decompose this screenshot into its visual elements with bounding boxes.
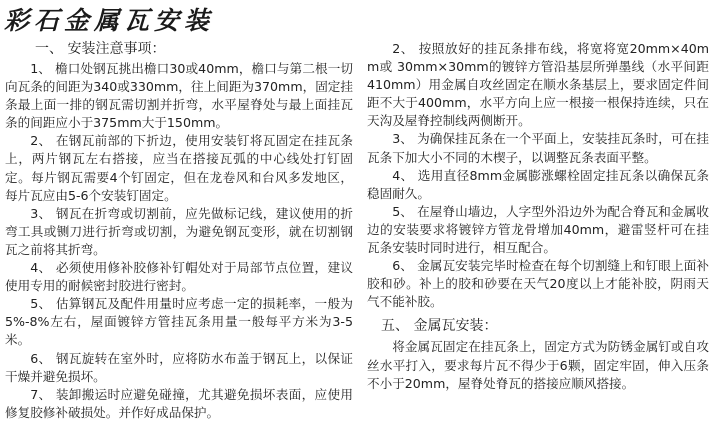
paragraph-sealant-repair: 4、 必须使用修补胶修补钉帽处对于局部节点位置，建议使用专用的耐候密封胶进行密封。 xyxy=(5,260,353,294)
paragraph-final-inspection: 6、 金属瓦安装完毕时检查在每个切割缝上和钉眼上面补胶和砂。补上的胶和砂要在天气20度以上才能补胶，阴雨天气不能补胶。 xyxy=(367,258,709,310)
right-column xyxy=(367,40,709,393)
paragraph-nail-fixing: 2、 在钢瓦前部的下折边，使用安装钉将瓦固定在挂瓦条上，两片钢瓦左右搭接，应当在搭接瓦弧的中心线处打钉固定。每片钢瓦需要4个钉固定，但在龙卷风和台风多发地区，每片瓦应由5-6个安装钉固定。 xyxy=(5,133,353,203)
paragraph-expansion-bolts: 4、 选用直径8mm金属膨涨螺栓固定挂瓦条以确保瓦条稳固耐久。 xyxy=(367,167,709,201)
paragraph-outdoor-storage: 6、 钢瓦旋转在室外时，应将防水布盖于钢瓦上，以保证干燥并避免损坏。 xyxy=(5,350,353,384)
paragraph-wedge-leveling: 3、 为确保挂瓦条在一个平面上，安装挂瓦条时，可在挂瓦条下加大小不同的木楔子，以调整瓦条表面平整。 xyxy=(367,131,709,165)
paragraph-handling-transport: 7、 装卸搬运时应避免碰撞，尤其避免损坏表面，应使用修复胶修补破损处。并作好成品保护。 xyxy=(5,386,353,420)
left-column xyxy=(5,40,353,422)
document-title: 彩石金属瓦安装 xyxy=(4,6,215,35)
paragraph-eave-spacing: 1、 檐口处钢瓦挑出檐口30或40mm，檐口与第二根一切向瓦条的间距为340或330mm，往上间距为370mm，固定挂条最上面一排的钢瓦需切割并折弯，水平屋脊处与最上面挂瓦条的间距应小于375mm大于150mm。 xyxy=(5,61,353,131)
paragraph-batten-layout: 2、 按照放好的挂瓦条排布线，将宽将宽20mm×40mm或 30mm×30mm的镀锌方管沿基层所弹墨线（水平间距410mm）用金属自攻丝固定在顺水条基层上，要求固定件间距不大于400mm，水平方向上应一根接一根保持连续，只在天沟及屋脊控制线两侧断开。 xyxy=(367,41,709,129)
paragraph-gable-edge: 5、 在屋脊山墙边，人字型外沿边外为配合脊瓦和金属收边的安装要求将镀锌方管龙骨增加40mm，避雷竖杆可在挂瓦条安装时同时进行，相互配合。 xyxy=(367,203,709,256)
section-heading-installation-notes: 一、 安装注意事项： xyxy=(35,41,166,57)
section-heading-metal-tile-installation: 五、 金属瓦安装： xyxy=(381,318,498,335)
paragraph-bending-cutting: 3、 钢瓦在折弯或切割前，应先做标记线，建议使用的折弯工具或铡刀进行折弯或切割，为避免钢瓦变形，就在切割钢瓦之前将其折弯。 xyxy=(5,205,353,257)
paragraph-material-estimate: 5、 估算钢瓦及配件用量时应考虑一定的损耗率，一般为5%-8%左右，屋面镀锌方管挂瓦条用量一般每平方米为3-5米。 xyxy=(5,296,353,348)
paragraph-tile-fixing: 将金属瓦固定在挂瓦条上，固定方式为防锈金属钉或自攻丝水平打入，要求每片瓦不得少于6颗，固定牢固，伸入压条不小于20mm，屋脊处脊瓦的搭接应顺风搭接。 xyxy=(367,339,709,391)
